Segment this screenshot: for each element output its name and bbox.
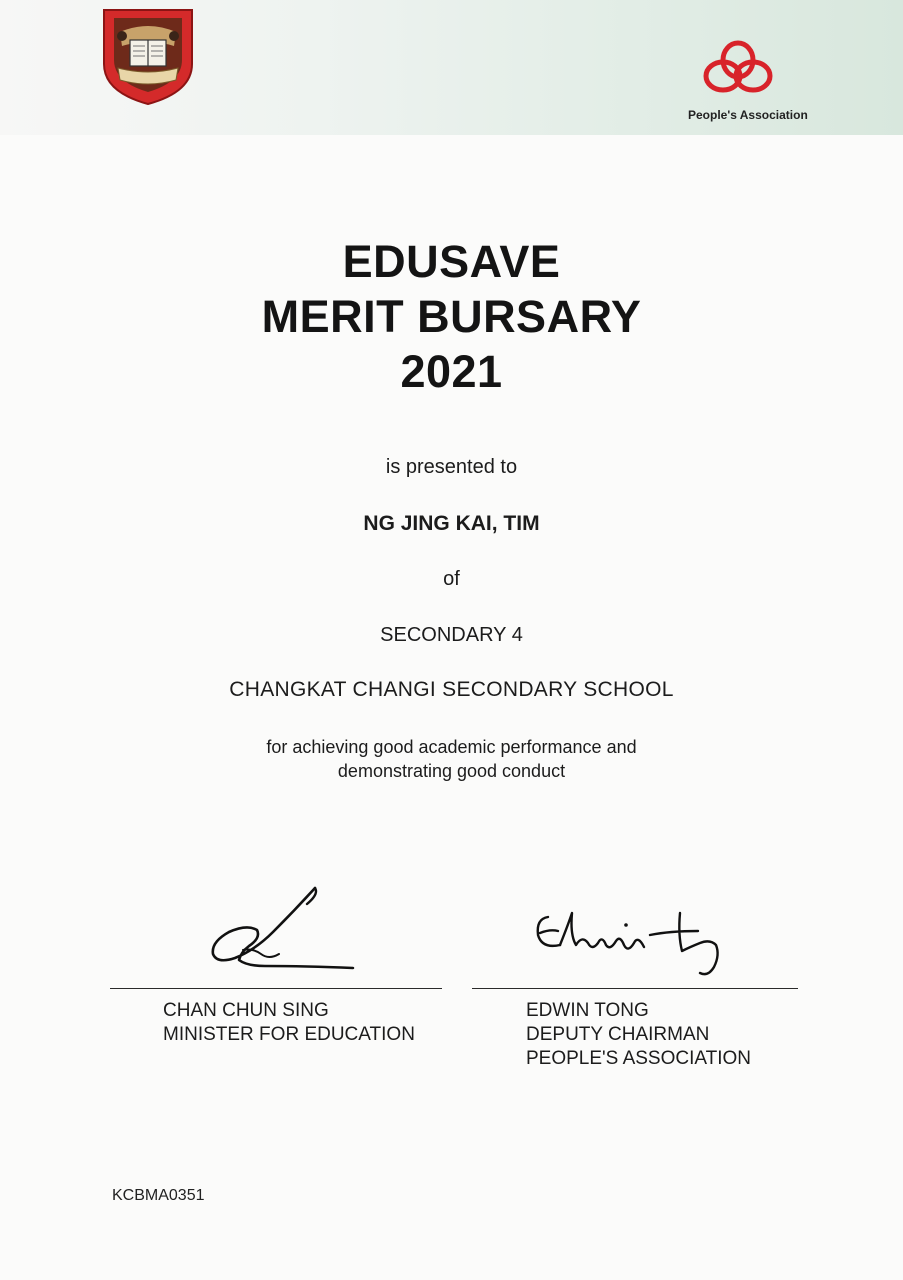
reason-line: demonstrating good conduct [337, 761, 566, 781]
reason-line: for achieving good academic performance and [266, 737, 637, 757]
education-level: SECONDARY 4 [380, 624, 523, 646]
school-crest-logo [100, 6, 196, 106]
signatory-title: PEOPLE'S ASSOCIATION [526, 1048, 752, 1069]
signatory-title: MINISTER FOR EDUCATION [163, 1024, 415, 1045]
award-reason [0, 735, 903, 783]
title-line: EDUSAVE [342, 236, 561, 287]
certificate-title [0, 234, 903, 399]
title-year: 2021 [400, 346, 503, 397]
title-line: MERIT BURSARY [261, 291, 642, 342]
peoples-association-label: People's Association [688, 108, 808, 122]
of-text: of [443, 568, 460, 590]
signatory-block [163, 999, 415, 1047]
presented-to-text: is presented to [385, 456, 518, 478]
signature-line [110, 988, 442, 989]
signature-chan-chun-sing [195, 880, 360, 980]
school-name: CHANGKAT CHANGI SECONDARY SCHOOL [229, 678, 674, 701]
signatory-name: EDWIN TONG [526, 1000, 649, 1021]
peoples-association-logo [703, 38, 773, 98]
certificate-serial-number: KCBMA0351 [112, 1187, 205, 1204]
signatory-block [526, 999, 751, 1071]
signature-edwin-tong [530, 895, 745, 980]
recipient-name: NG JING KAI, TIM [363, 512, 540, 535]
signatory-name: CHAN CHUN SING [163, 1000, 329, 1021]
signatory-title: DEPUTY CHAIRMAN [526, 1024, 710, 1045]
signature-line [472, 988, 798, 989]
